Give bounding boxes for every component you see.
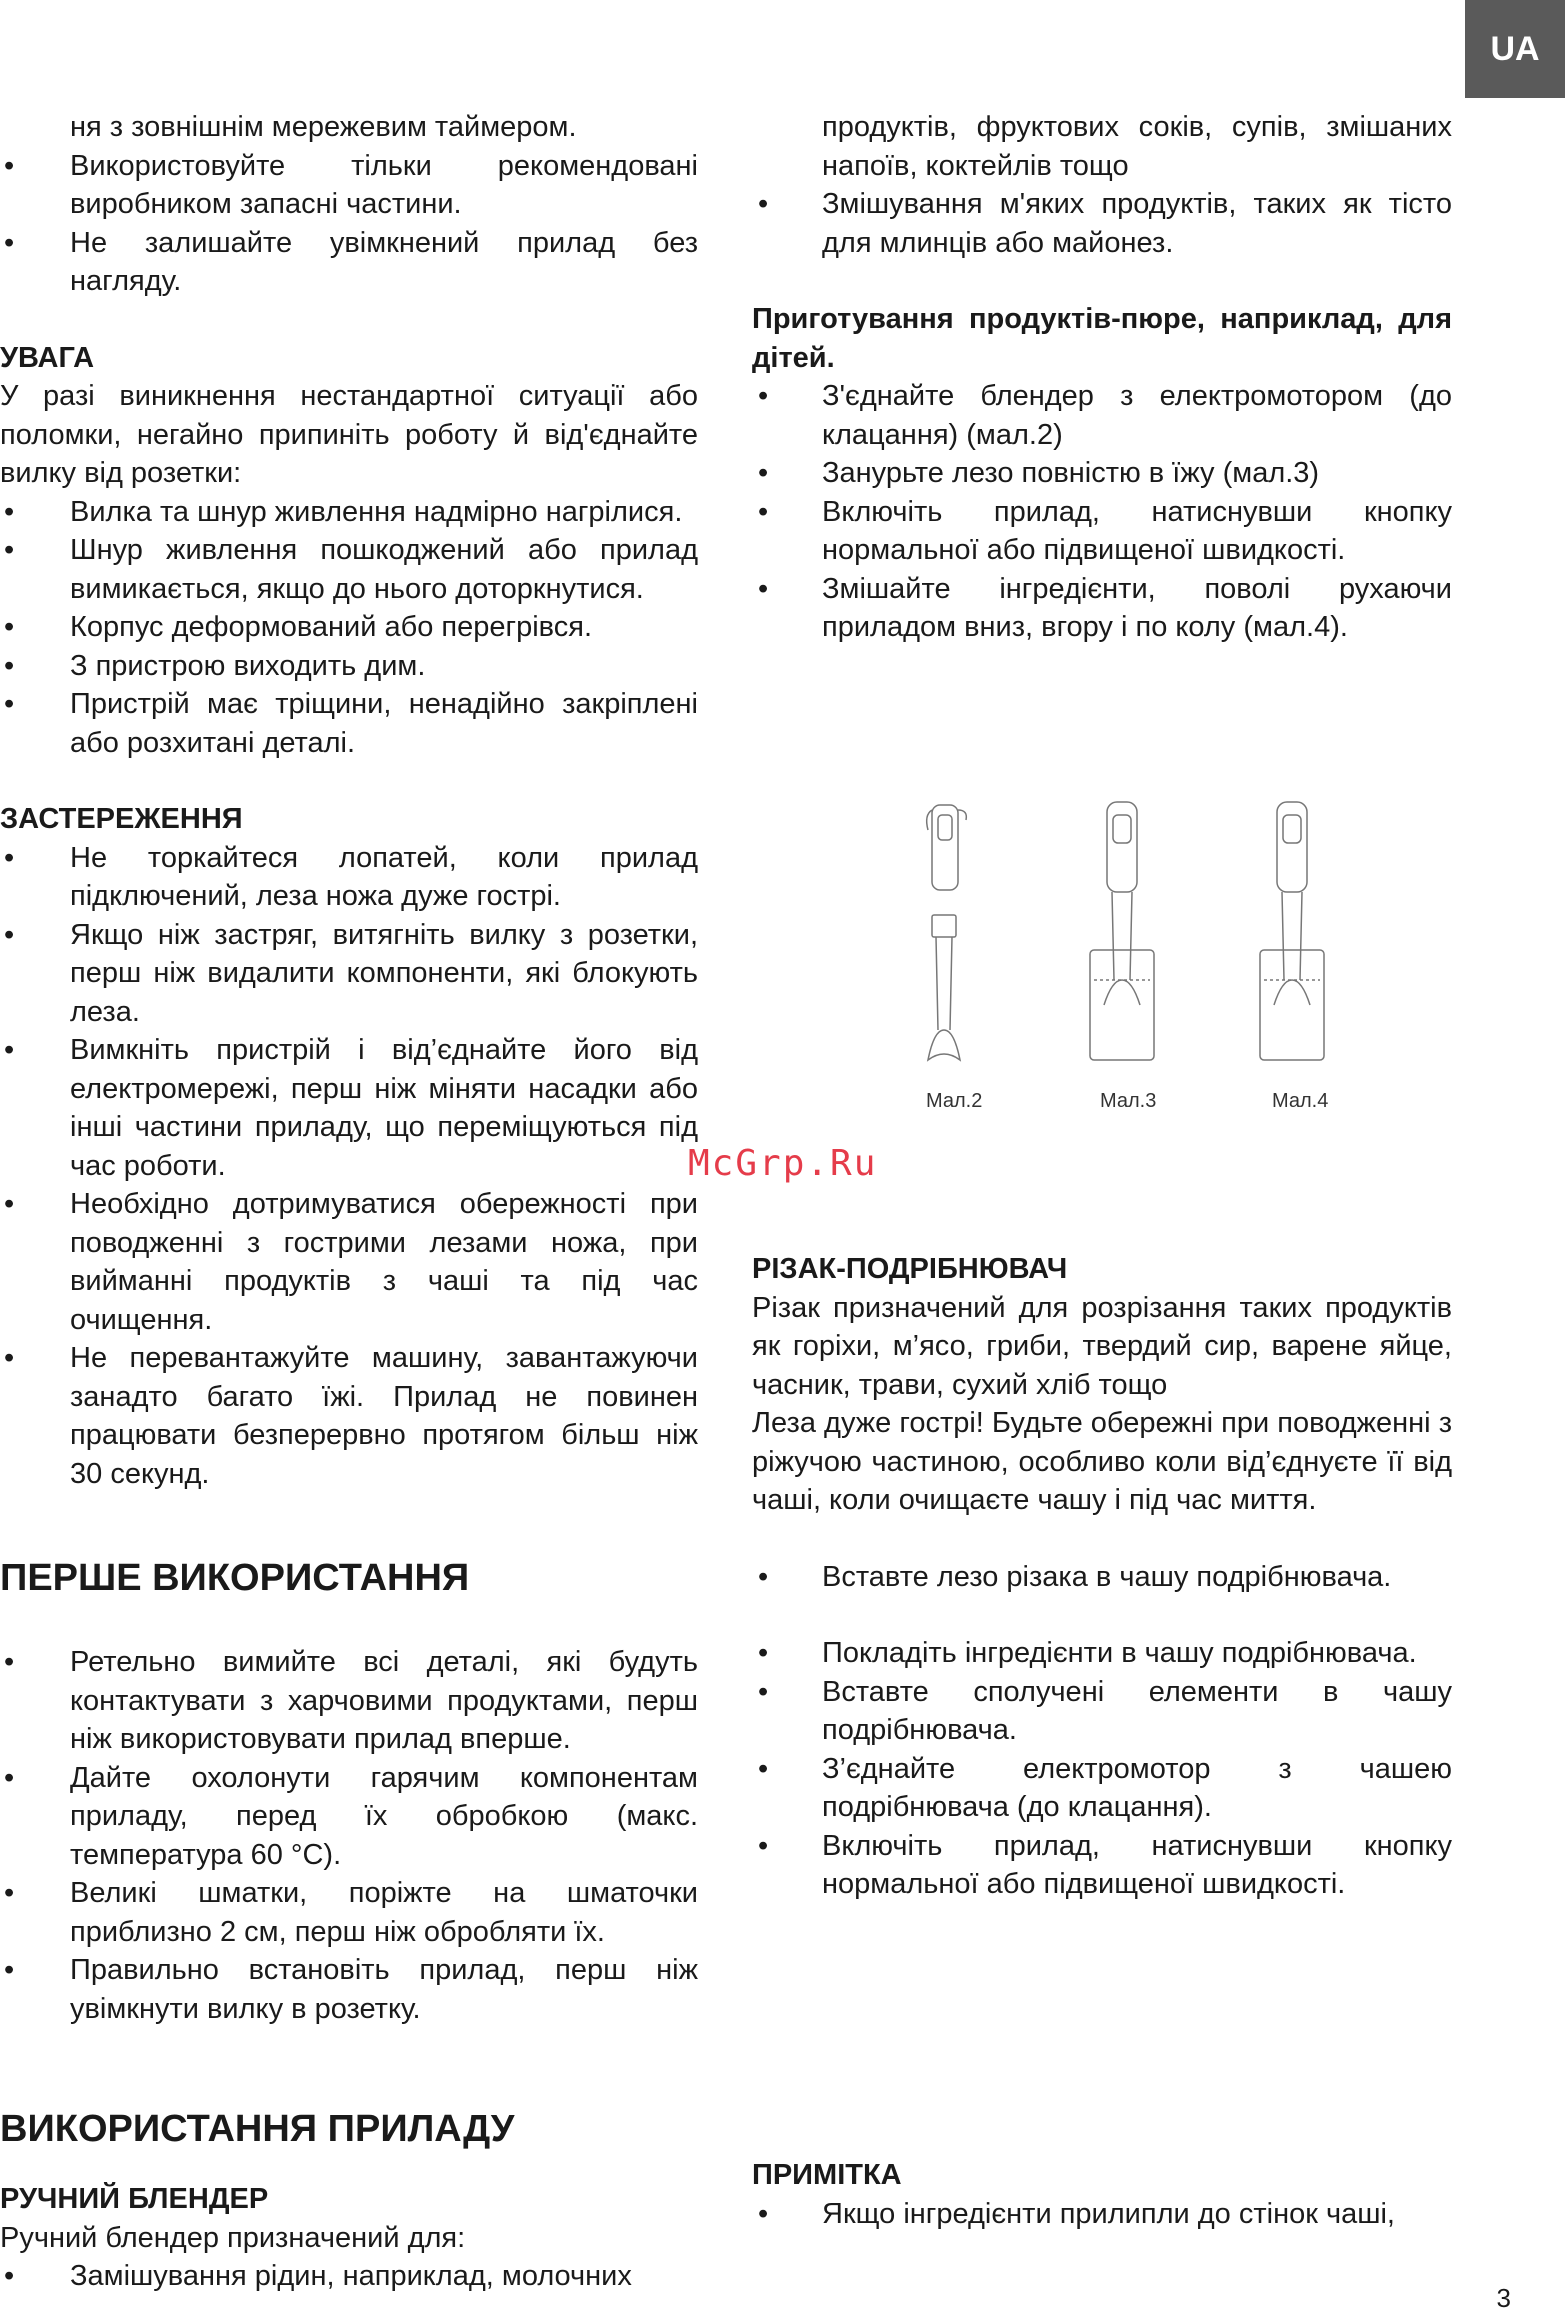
right-top-list <box>752 108 1452 262</box>
list-item: • Включіть прилад, натиснувши кнопку нормальної або підвищеної швидкості. <box>752 493 1452 570</box>
chopper-section <box>752 1250 1452 1904</box>
list-item: • З’єднайте електромотор з чашею подрібнювача (до клацання). <box>752 1750 1452 1827</box>
list-item: • Шнур живлення пошкоджений або прилад вимикається, якщо до нього доторкнутися. <box>0 531 698 608</box>
list-item: • Покладіть інгредієнти в чашу подрібнювача. <box>752 1634 1452 1673</box>
list-item: • Якщо інгредієнти прилипли до стінок чаші, <box>752 2195 1452 2234</box>
list-item: • Великі шматки, поріжте на шматочки приблизно 2 см, перш ніж обробляти їх. <box>0 1874 698 1951</box>
intro-list <box>0 108 698 301</box>
blender-illustration <box>900 790 1420 1090</box>
first-use-list <box>0 1643 698 2028</box>
list-item: • Пристрій має тріщини, ненадійно закріплені або розхитані деталі. <box>0 685 698 762</box>
blender-in-beaker-icon <box>1090 802 1154 1060</box>
blender-mixing-icon <box>1260 802 1324 1060</box>
warning-list <box>0 839 698 1494</box>
list-item: • Занурьте лезо повністю в їжу (мал.3) <box>752 454 1452 493</box>
motor-unit-icon <box>927 805 967 890</box>
puree-list <box>752 377 1452 647</box>
list-item: • Замішування рідин, наприклад, молочних <box>0 2257 698 2296</box>
note-list <box>752 2195 1452 2234</box>
list-item: • Необхідно дотримуватися обережності при поводженні з гострими лезами ножа, при вийманні продуктів з чаші та під час очищення. <box>0 1185 698 1339</box>
list-item: • Не торкайтеся лопатей, коли прилад підключений, леза ножа дуже гострі. <box>0 839 698 916</box>
uvaga-text: У разі виникнення нестандартної ситуації або поломки, негайно припиніть роботу й від'єднайте вилку від розетки: <box>0 380 698 489</box>
warning-heading: ЗАСТЕРЕЖЕННЯ <box>0 803 243 835</box>
list-item: • Використовуйте тільки рекомендовані виробником запасні частини. <box>0 147 698 224</box>
blending-shaft-icon <box>928 915 960 1060</box>
list-item: • З пристрою виходить дим. <box>0 647 698 686</box>
page-number: 3 <box>1496 2283 1511 2313</box>
figure-caption: Мал.4 <box>1272 1090 1329 1112</box>
list-item: • Якщо ніж застряг, витягніть вилку з розетки, перш ніж видалити компоненти, які блокують леза. <box>0 916 698 1032</box>
list-item: • Вилка та шнур живлення надмірно нагрілися. <box>0 493 698 532</box>
list-item: • Не залишайте увімкнений прилад без нагляду. <box>0 224 698 301</box>
list-item: • Вставте сполучені елементи в чашу подрібнювача. <box>752 1673 1452 1750</box>
list-item: • Ретельно вимийте всі деталі, які будуть контактувати з харчовими продуктами, перш ніж використовувати прилад вперше. <box>0 1643 698 1759</box>
puree-heading: Приготування продуктів-пюре, наприклад, для дітей. <box>752 303 1452 374</box>
note-heading: ПРИМІТКА <box>752 2159 902 2191</box>
list-item: • Змішування м'яких продуктів, таких як тісто для млинців або майонез. <box>752 185 1452 262</box>
hand-blender-list <box>0 2257 698 2296</box>
list-item: • Включіть прилад, натиснувши кнопку нормальної або підвищеної швидкості. <box>752 1827 1452 1904</box>
usage-heading: ВИКОРИСТАННЯ ПРИЛАДУ <box>0 2108 515 2150</box>
list-item: • Дайте охолонути гарячим компонентам приладу, перед їх обробкою (макс. температура 60 °C). <box>0 1759 698 1875</box>
chopper-list-1 <box>752 1558 1452 1597</box>
chopper-text-2: Леза дуже гострі! Будьте обережні при поводженні з ріжучою частиною, особливо коли від’єднуєте її від чаші, коли очищаєте чашу і під час миття. <box>752 1407 1452 1516</box>
list-item: • Вставте лезо різака в чашу подрібнювача. <box>752 1558 1452 1597</box>
hand-blender-text: Ручний блендер призначений для: <box>0 2221 466 2254</box>
list-item: • Змішайте інгредієнти, поволі рухаючи приладом вниз, вгору і по колу (мал.4). <box>752 570 1452 647</box>
hand-blender-heading: РУЧНИЙ БЛЕНДЕР <box>0 2183 269 2215</box>
blender-figure <box>900 790 1420 1130</box>
chopper-list-2 <box>752 1634 1452 1904</box>
continuation-text: продуктів, фруктових соків, супів, змішаних напоїв, коктейлів тощо <box>822 111 1452 182</box>
watermark: McGrp.Ru <box>688 1143 878 1184</box>
uvaga-heading: УВАГА <box>0 341 95 374</box>
uvaga-list <box>0 493 698 763</box>
figure-caption: Мал.3 <box>1100 1090 1157 1112</box>
list-item: • Корпус деформований або перегрівся. <box>0 608 698 647</box>
language-tab: UA <box>1465 0 1565 98</box>
list-item: • З'єднайте блендер з електромотором (до клацання) (мал.2) <box>752 377 1452 454</box>
list-item: • Вимкніть пристрій і від’єднайте його від електромережі, перш ніж міняти насадки або інші частини приладу, що переміщуються під час роботи. <box>0 1031 698 1185</box>
chopper-heading: РІЗАК-ПОДРІБНЮВАЧ <box>752 1253 1068 1285</box>
note-section <box>752 2156 1452 2233</box>
left-column <box>0 108 698 2296</box>
first-use-heading: ПЕРШЕ ВИКОРИСТАННЯ <box>0 1557 470 1599</box>
chopper-text-1: Різак призначений для розрізання таких продуктів як горіхи, м’ясо, гриби, твердий сир, варене яйце, часник, трави, сухий хліб тощо <box>752 1291 1452 1401</box>
list-item: • Не перевантажуйте машину, завантажуючи занадто багато їжі. Прилад не повинен працювати безперервно протягом більш ніж 30 секунд. <box>0 1339 698 1493</box>
intro-continuation: ня з зовнішнім мережевим таймером. <box>70 111 577 143</box>
figure-caption: Мал.2 <box>926 1090 983 1112</box>
list-item: • Правильно встановіть прилад, перш ніж увімкнути вилку в розетку. <box>0 1951 698 2028</box>
